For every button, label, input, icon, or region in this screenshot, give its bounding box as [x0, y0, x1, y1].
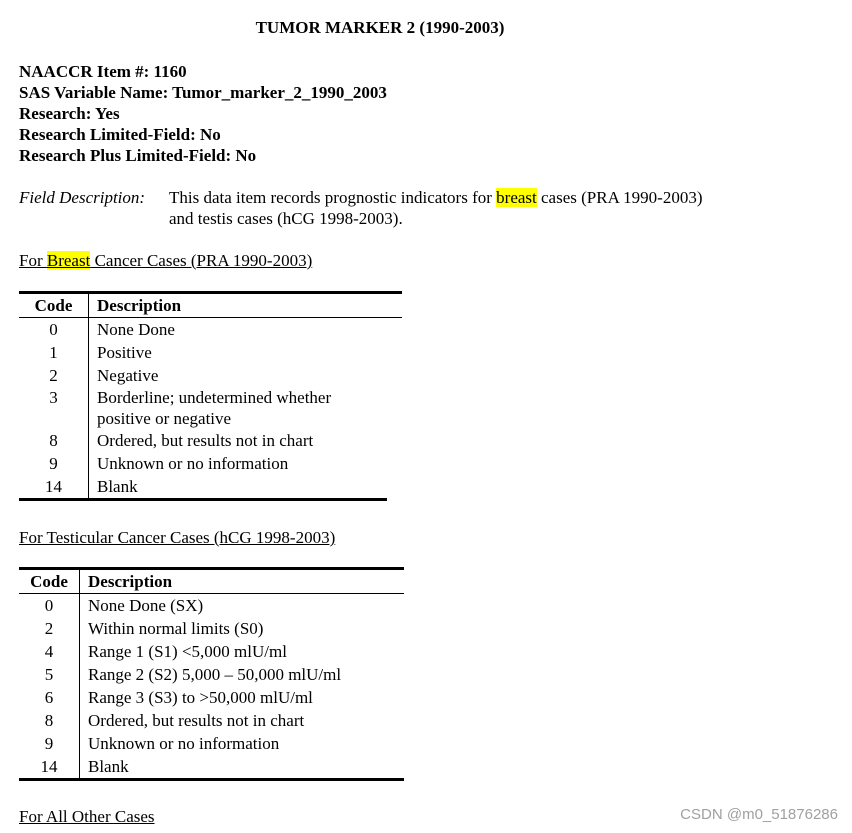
table-row: [19, 429, 402, 452]
description-cell: None Done (SX): [88, 596, 204, 615]
description-column-header: Description: [88, 572, 173, 591]
research-plus-flag: Research Plus Limited-Field: No: [19, 146, 257, 165]
code-cell: 8: [19, 429, 89, 452]
testicular-section-heading: For Testicular Cancer Cases (hCG 1998-2003): [19, 528, 336, 547]
code-cell: 0: [19, 594, 80, 617]
table-header: [19, 567, 404, 594]
description-cell: Blank: [88, 757, 129, 776]
testicular-code-table: [19, 567, 404, 781]
breast-section-heading: For Breast Cancer Cases (PRA 1990-2003): [19, 251, 313, 270]
table-row: [19, 364, 402, 387]
table-row: [19, 452, 402, 475]
code-cell: 9: [19, 452, 89, 475]
code-column-header: Code: [19, 294, 89, 317]
document-title: TUMOR MARKER 2 (1990-2003): [255, 18, 505, 37]
description-cell: None Done: [97, 320, 175, 339]
description-cell: Borderline; undetermined whether positive or negative: [97, 388, 332, 428]
description-cell: Within normal limits (S0): [88, 619, 264, 638]
code-cell: 2: [19, 364, 89, 387]
table-row: [19, 387, 402, 429]
table-row: [19, 755, 404, 778]
description-cell: Ordered, but results not in chart: [97, 431, 314, 450]
table-row: [19, 686, 404, 709]
highlighted-term: Breast: [46, 251, 91, 270]
watermark: CSDN @m0_51876286: [680, 806, 838, 823]
code-cell: 2: [19, 617, 80, 640]
table-row: [19, 732, 404, 755]
description-cell: Range 1 (S1) <5,000 mlU/ml: [88, 642, 287, 661]
description-cell: Unknown or no information: [88, 734, 280, 753]
table-bottom-rule: [19, 498, 387, 501]
code-cell: 9: [19, 732, 80, 755]
sas-variable-name: SAS Variable Name: Tumor_marker_2_1990_2003: [19, 83, 387, 102]
code-cell: 8: [19, 709, 80, 732]
code-cell: 5: [19, 663, 80, 686]
description-cell: Unknown or no information: [97, 454, 289, 473]
breast-code-table: [19, 291, 402, 501]
code-cell: 1: [19, 341, 89, 364]
table-row: [19, 663, 404, 686]
table-bottom-rule: [19, 778, 404, 781]
code-cell: 0: [19, 318, 89, 341]
table-header: [19, 291, 402, 318]
code-cell: 4: [19, 640, 80, 663]
field-description-part-2: cases (PRA 1990-2003) and testis cases (hCG 1998-2003).: [169, 188, 703, 228]
research-flag: Research: Yes: [19, 104, 120, 123]
table-row: [19, 318, 402, 341]
other-cases-heading: For All Other Cases: [19, 807, 155, 826]
description-cell: Ordered, but results not in chart: [88, 711, 305, 730]
table-row: [19, 341, 402, 364]
field-description-label: Field Description:: [19, 188, 146, 207]
description-column-header: Description: [97, 296, 182, 315]
table-row: [19, 594, 404, 617]
field-description-text: [169, 187, 729, 229]
table-row: [19, 709, 404, 732]
table-row: [19, 617, 404, 640]
description-cell: Positive: [97, 343, 152, 362]
description-cell: Range 3 (S3) to >50,000 mlU/ml: [88, 688, 313, 707]
code-column-header: Code: [19, 570, 80, 593]
table-row: [19, 475, 402, 498]
code-cell: 14: [19, 475, 89, 498]
description-cell: Range 2 (S2) 5,000 – 50,000 mlU/ml: [88, 665, 342, 684]
code-cell: 3: [19, 387, 89, 429]
naaccr-item-number: NAACCR Item #: 1160: [19, 62, 187, 81]
table-row: [19, 640, 404, 663]
research-limited-flag: Research Limited-Field: No: [19, 125, 221, 144]
code-cell: 6: [19, 686, 80, 709]
metadata-block: [19, 61, 387, 166]
description-cell: Blank: [97, 477, 138, 496]
description-cell: Negative: [97, 366, 159, 385]
field-description-part-1: This data item records prognostic indicators for: [169, 188, 497, 207]
highlighted-term: breast: [496, 188, 537, 207]
code-cell: 14: [19, 755, 80, 778]
